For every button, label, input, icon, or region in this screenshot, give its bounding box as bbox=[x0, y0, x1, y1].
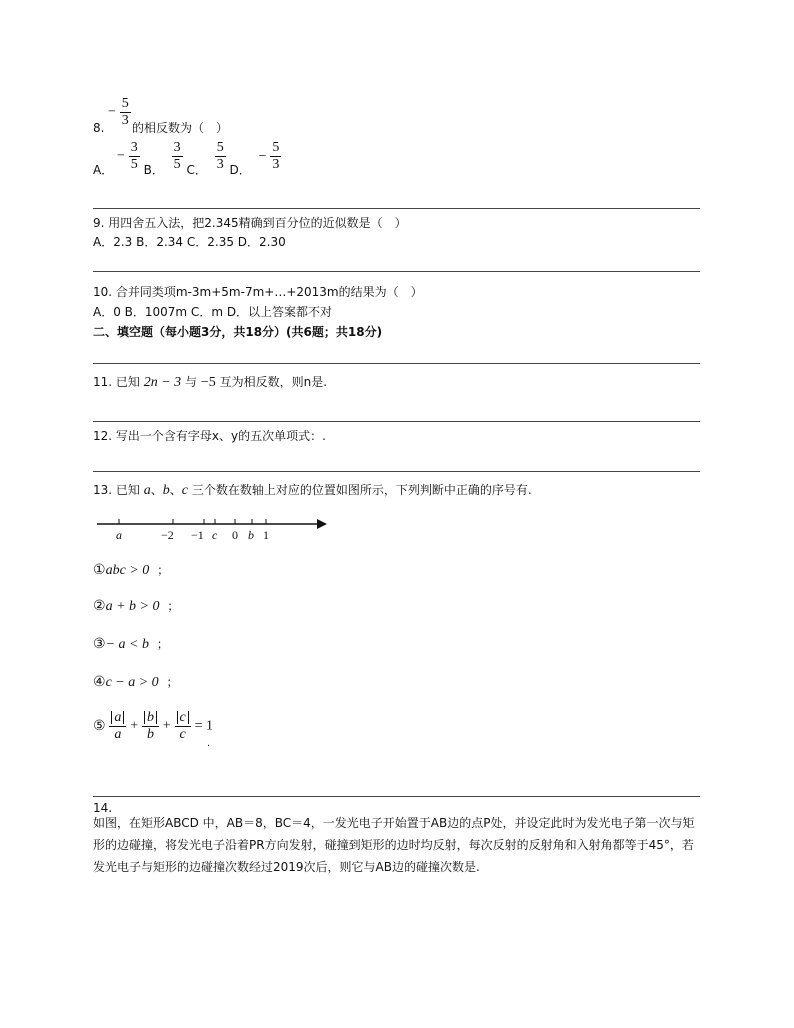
q9-stem: 9. 用四舍五入法，把2.345精确到百分位的近似数是（ ） bbox=[93, 216, 407, 230]
q13-stem: 13. 已知 a、b、c 三个数在数轴上对应的位置如图所示，下列判断中正确的序号有. bbox=[93, 483, 532, 498]
q10-options: A．0 B．1007m C．m D．以上答案都不对 bbox=[93, 305, 333, 319]
q8-stem-text: 的相反数为（ ） bbox=[132, 121, 229, 135]
axis-arrow bbox=[317, 519, 327, 529]
number-line bbox=[95, 514, 335, 546]
abs-b-over-b: $\frac{b}{b}$ bbox=[142, 710, 159, 743]
q8-option-c: C． $\frac{5}{3}$ bbox=[186, 140, 224, 177]
q14-number: 14. bbox=[93, 801, 113, 815]
q8-stem-frac: $\frac{5}{3}$ bbox=[121, 96, 129, 128]
q8-number: 8. bbox=[93, 121, 105, 135]
q13-item-3: ③− a < b ； bbox=[93, 637, 169, 652]
q11: 11. 已知 2n − 3 与 −5 互为相反数，则n是. bbox=[93, 375, 328, 390]
label-1: 1 bbox=[263, 528, 269, 542]
q9-options: A．2.3 B．2.34 C．2.35 D．2.30 bbox=[93, 235, 286, 249]
q8-stem-minus: − bbox=[108, 104, 116, 120]
q8-stem-fraction bbox=[108, 96, 131, 129]
divider-6 bbox=[93, 796, 700, 797]
label-b: b bbox=[248, 528, 254, 542]
label-minus2: −2 bbox=[161, 528, 174, 542]
q8-option-b: B． $\frac{3}{5}$ bbox=[143, 140, 181, 177]
q13-item-2: ②a + b > 0 ； bbox=[93, 599, 180, 614]
q13-item-5-tail: . bbox=[207, 738, 211, 749]
q14-text: 如图，在矩形ABCD 中，AB＝8，BC＝4，一发光电子开始置于AB边的点P处，并设定此时为发光电子第一次与矩形的边碰撞，将发光电子沿着PR方向发射，碰撞到矩形的边时均反射，每次反射的反射角和入射角都等于45°，若发光电子与矩形的边碰撞次数经过2019次后，则它与AB边的碰撞次数是. bbox=[93, 816, 695, 874]
label-0: 0 bbox=[232, 528, 238, 542]
divider-5 bbox=[93, 471, 700, 472]
q13-item-5: ⑤ $\frac{a}{a}$ + $\frac{b}{b}$ + $\frac{c}{c}$ = 1 bbox=[93, 710, 213, 742]
abs-a-over-a: $\frac{a}{a}$ bbox=[109, 710, 126, 743]
divider-2 bbox=[93, 271, 700, 272]
q11-expr1: 2n − 3 bbox=[143, 375, 182, 390]
q8-option-d: D． − $\frac{5}{3}$ bbox=[229, 140, 280, 177]
q12-stem: 12. 写出一个含有字母x、y的五次单项式：. bbox=[93, 429, 326, 443]
abs-c-over-c: $\frac{c}{c}$ bbox=[175, 710, 191, 743]
q13-item-1: ①abc > 0 ； bbox=[93, 563, 170, 578]
label-a: a bbox=[116, 528, 122, 542]
q8-option-a: A． − $\frac{3}{5}$ bbox=[93, 140, 138, 177]
q8-options bbox=[93, 140, 281, 178]
q13-item-4: ④c − a > 0 ； bbox=[93, 675, 179, 690]
divider-4 bbox=[93, 421, 700, 422]
q11-expr2: −5 bbox=[200, 375, 216, 390]
divider-1 bbox=[93, 208, 700, 209]
label-c: c bbox=[212, 528, 218, 542]
q10-stem: 10. 合并同类项m-3m+5m-7m+…+2013m的结果为（ ） bbox=[93, 285, 423, 299]
label-minus1: −1 bbox=[191, 528, 204, 542]
section-heading: 二、填空题（每小题3分，共18分）(共6题；共18分) bbox=[93, 325, 383, 339]
divider-3 bbox=[93, 363, 700, 364]
